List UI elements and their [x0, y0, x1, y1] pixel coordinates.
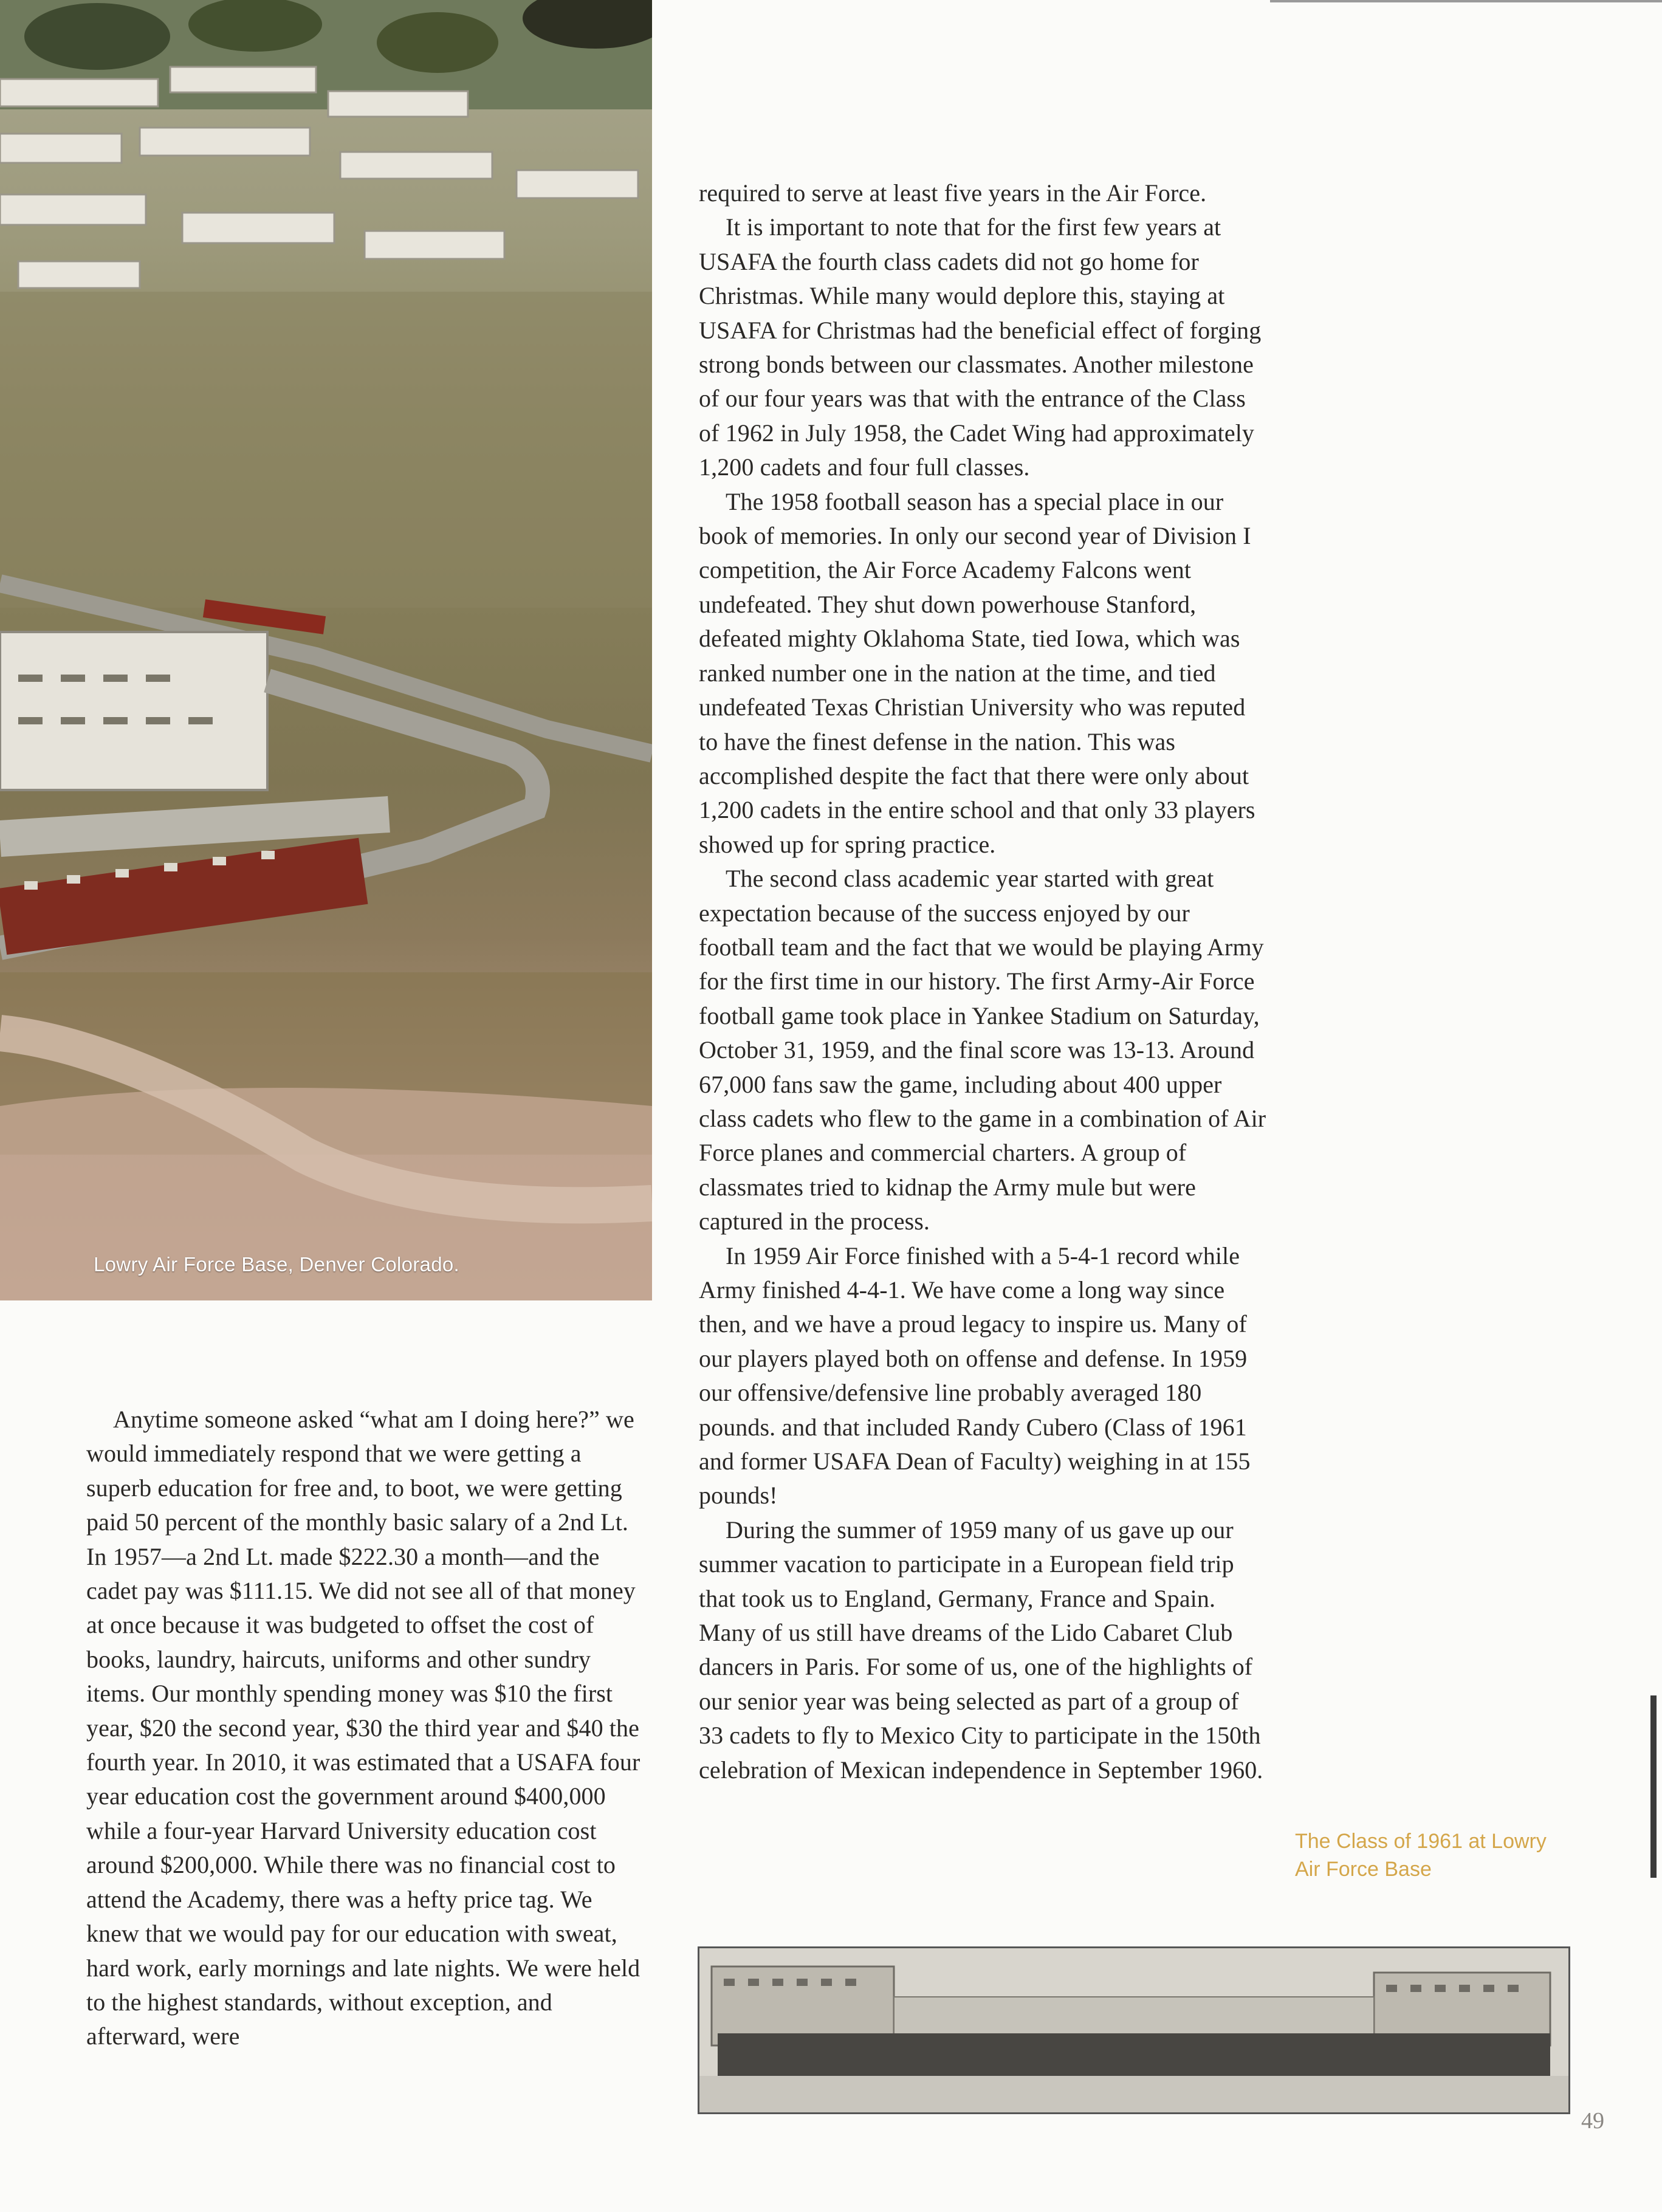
paragraph: In 1959 Air Force finished with a 5-4-1 record while Army finished 4-4-1. We have come a long way since then, and we have a proud legacy to inspire us. Many of our players played both on offense and defense. In 1959 our offensive/defensive line probably averaged 180 pounds. and that included Randy Cubero (Class of 1961 and former USAFA Dean of Faculty) weighing in at 155 pounds!	[699, 1242, 1251, 1510]
photo-caption: Lowry Air Force Base, Denver Colorado.	[94, 1253, 459, 1276]
paragraph: During the summer of 1959 many of us gave up our summer vacation to participate in a European field trip that took us to England, Germany, France and Spain. Many of us still have dreams of the Lido Cabaret Club dancers in Paris. For some of us, one of the highlights of our senior year was being selected as part of a group of 33 cadets to fly to Mexico City to participate in the 150th celebration of Mexican independence in September 1960.	[699, 1516, 1263, 1784]
paragraph: required to serve at least five years in the Air Force.	[699, 179, 1207, 207]
class-of-1961-panoramic-photo	[698, 1946, 1570, 2114]
page-number: 49	[1581, 2108, 1604, 2134]
paragraph: The 1958 football season has a special place in our book of memories. In only our second year of Division I competition, the Air Force Academy Falcons went undefeated. They shut down powerhouse Stanford, defeated mighty Oklahoma State, tied Iowa, which was ranked number one in the nation at the time, and tied undefeated Texas Christian University who was reputed to have the finest defense in the nation. This was accomplished despite the fact that there were only about 1,200 cadets in the entire school and that only 33 players showed up for spring practice.	[699, 487, 1255, 858]
class-photo-caption: The Class of 1961 at Lowry Air Force Base	[1295, 1830, 1547, 1881]
left-column	[86, 1403, 648, 2054]
paragraph: Anytime someone asked “what am I doing here?” we would immediately respond that we were getting a superb education for free and, to boot, we were getting paid 50 percent of the monthly basic salary of a 2nd Lt. In 1957—a 2nd Lt. made $222.30 a month—and the cadet pay was $111.15. We did not see all of that money at once because it was budgeted to offset the cost of books, laundry, haircuts, uniforms and other sundry items. Our monthly spending money was $10 the first year, $20 the second year, $30 the third year and $40 the fourth year. In 2010, it was estimated that a USAFA four year education cost the government around $400,000 while a four-year Harvard University education cost around $200,000. While there was no financial cost to attend the Academy, there was a hefty price tag. We knew that we would pay for our education with sweat, hard work, early mornings and late nights. We were held to the highest standards, without exception, and afterward, were	[86, 1406, 640, 2050]
paragraph: The second class academic year started with great expectation because of the success enjoyed by our football team and the fact that we would be playing Army for the first time in our history. The first Army-Air Force football game took place in Yankee Stadium on Saturday, October 31, 1959, and the final score was 13-13. Around 67,000 fans saw the game, including about 400 upper class cadets who flew to the game in a combination of Air Force planes and commercial charters. A group of classmates tried to kidnap the Army mule but were captured in the process.	[699, 865, 1266, 1235]
edge-mark	[1650, 1695, 1657, 1878]
class-photo-illustration	[699, 1948, 1568, 2112]
paragraph: It is important to note that for the first few years at USAFA the fourth class cadets did not go home for Christmas. While many would deplore this, staying at USAFA for Christmas had the beneficial effect of forging strong bonds between our classmates. Another milestone of our four years was that with the entrance of the Class of 1962 in July 1958, the Cadet Wing had approximately 1,200 cadets and four full classes.	[699, 213, 1262, 481]
top-rule	[1270, 0, 1662, 2]
aerial-photo-lowry-afb	[0, 0, 652, 1300]
right-column	[699, 176, 1267, 1787]
aerial-photo-illustration	[0, 0, 652, 1300]
